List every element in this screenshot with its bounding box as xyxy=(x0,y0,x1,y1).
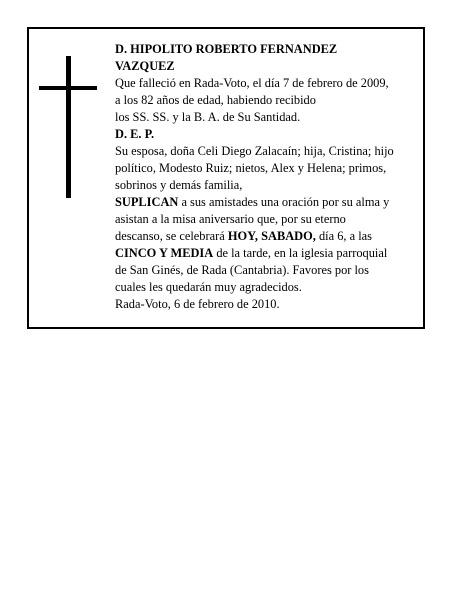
mass-line4-bold: CINCO Y MEDIA xyxy=(115,246,214,260)
date-line: Rada-Voto, 6 de febrero de 2010. xyxy=(115,297,280,311)
cross-icon xyxy=(39,56,97,198)
mass-line3 xyxy=(115,228,423,245)
death-info-line3: los SS. SS. y la B. A. de Su Santidad. xyxy=(115,110,301,124)
mass-line2: asistan a la misa aniversario que, por su eterno xyxy=(115,212,346,226)
mass-line6: cuales les quedarán muy agradecidos. xyxy=(115,280,302,294)
family-line2: político, Modesto Ruiz; nietos, Alex y Helena; primos, xyxy=(115,161,387,175)
deceased-name-line1: D. HIPOLITO ROBERTO FERNANDEZ xyxy=(115,42,338,56)
rip-line: D. E. P. xyxy=(115,127,155,141)
cross-horizontal-bar xyxy=(39,86,97,90)
mass-line3-a: descanso, se celebrará xyxy=(115,229,228,243)
supplicate-rest: a sus amistades una oración por su alma y xyxy=(178,195,390,209)
family-line3: sobrinos y demás familia, xyxy=(115,178,243,192)
obituary-notice xyxy=(27,27,425,329)
mass-line4-rest: de la tarde, en la iglesia parroquial xyxy=(213,246,388,260)
mass-line3-b: día 6, a las xyxy=(315,229,372,243)
mass-line5: de San Ginés, de Rada (Cantabria). Favores por los xyxy=(115,263,369,277)
deceased-name-line2: VAZQUEZ xyxy=(115,59,175,73)
supplicate-line xyxy=(115,194,423,211)
family-line1: Su esposa, doña Celi Diego Zalacaín; hija, Cristina; hijo xyxy=(115,144,394,158)
mass-line3-bold: HOY, SABADO, xyxy=(227,229,316,243)
death-info-line2: a los 82 años de edad, habiendo recibido xyxy=(115,93,316,107)
notice-text xyxy=(115,41,423,313)
mass-line4 xyxy=(115,245,423,262)
death-info-line1: Que falleció en Rada-Voto, el día 7 de febrero de 2009, xyxy=(115,76,389,90)
supplicate-bold: SUPLICAN xyxy=(115,195,179,209)
cross-vertical-bar xyxy=(66,56,71,198)
